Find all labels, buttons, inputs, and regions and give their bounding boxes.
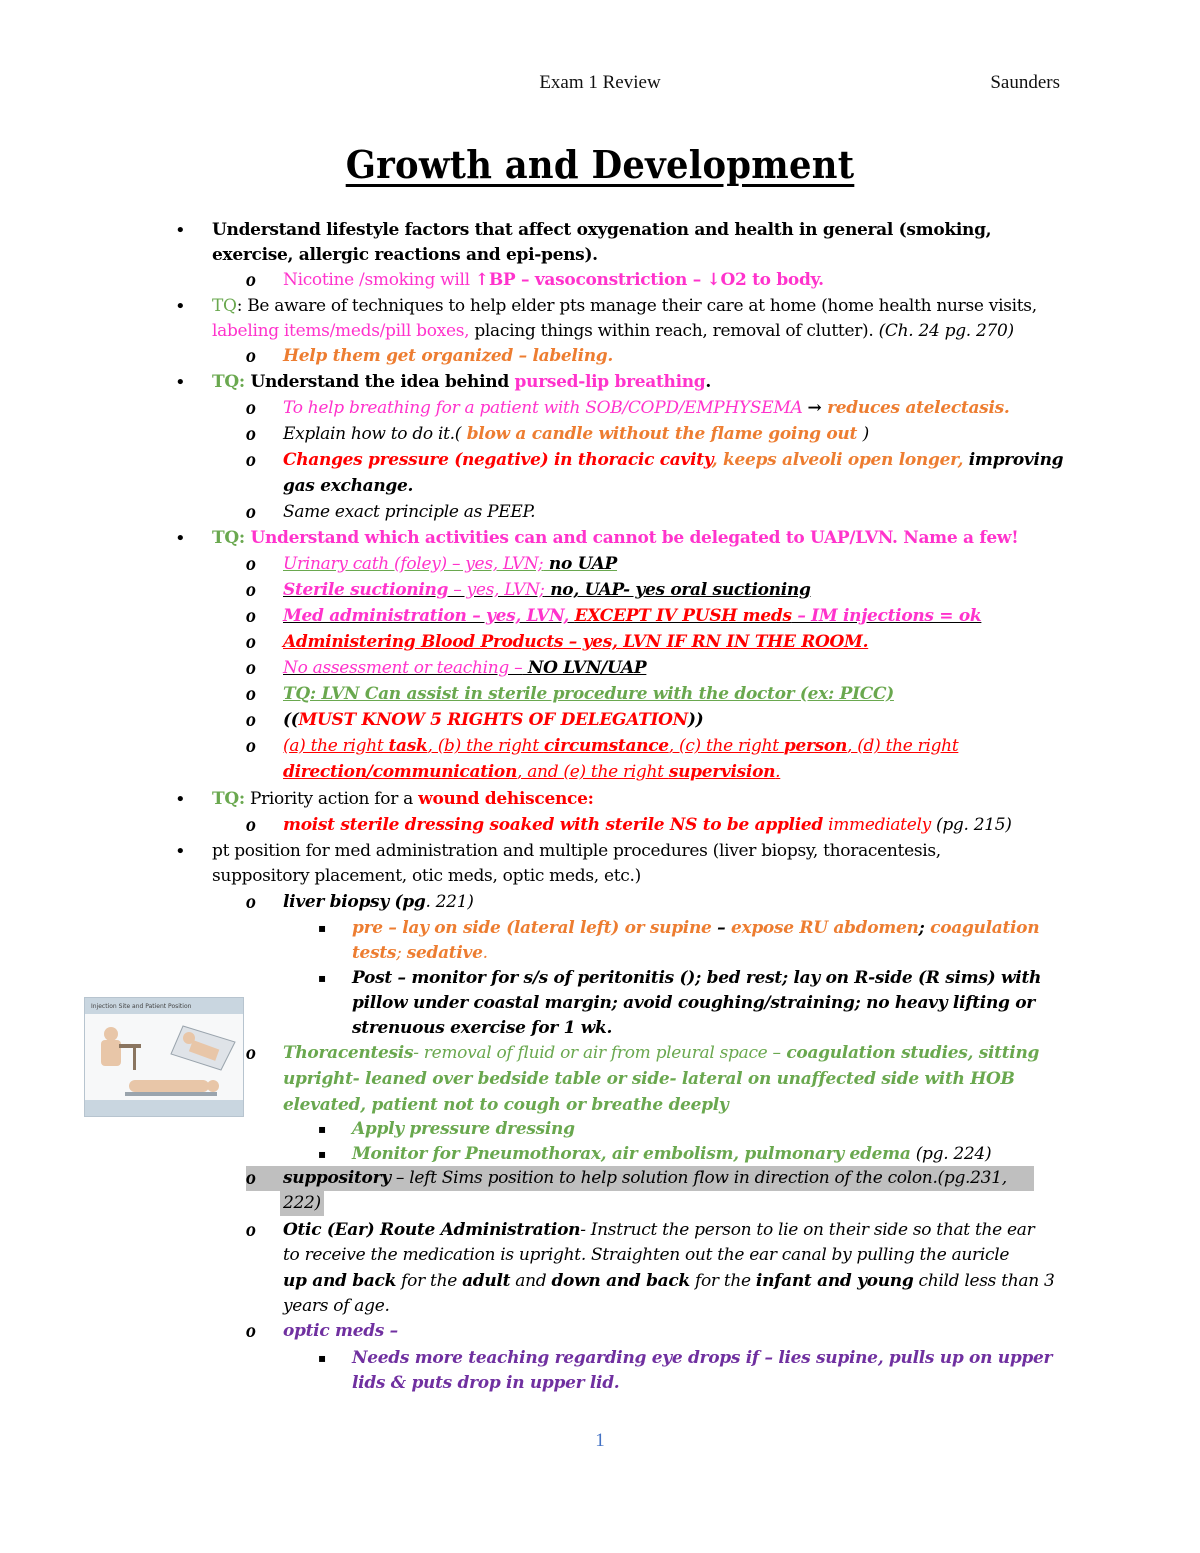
text-line: pre – lay on side (lateral left) or supine – expose RU abdomen; coagulation xyxy=(352,918,1040,938)
text-line: suppository placement, otic meds, optic meds, etc.) xyxy=(212,866,641,886)
bullet-marker: • xyxy=(175,372,186,393)
sub-bullet-marker: o xyxy=(246,1167,256,1189)
svg-text:Injection Site and Patient Pos: Injection Site and Patient Position xyxy=(91,1003,192,1010)
text-line: Otic (Ear) Route Administration- Instruct the person to lie on their side so that the ear xyxy=(283,1220,1035,1240)
text-line: ((MUST KNOW 5 RIGHTS OF DELEGATION)) xyxy=(283,710,704,730)
sub-bullet-marker: o xyxy=(246,1219,256,1241)
page-number: 1 xyxy=(595,1430,605,1451)
sub-bullet-marker: o xyxy=(246,605,256,627)
header-title: Exam 1 Review xyxy=(539,72,661,93)
patient-position-illustration xyxy=(85,998,243,1116)
bullet-marker: • xyxy=(175,841,186,862)
text-line: Post – monitor for s/s of peritonitis (); bed rest; lay on R-side (R sims) with xyxy=(352,968,1042,988)
sub-bullet-marker: o xyxy=(246,397,256,419)
sub-bullet-marker: o xyxy=(246,657,256,679)
text-line: Urinary cath (foley) – yes, LVN; no UAP xyxy=(283,554,618,574)
text-line: To help breathing for a patient with SOB/COPD/EMPHYSEMA → reduces atelectasis. xyxy=(283,398,1010,418)
text-line: TQ: LVN Can assist in sterile procedure with the doctor (ex: PICC) xyxy=(283,684,894,704)
text-line: exercise, allergic reactions and epi-pens). xyxy=(212,245,598,265)
text-line: direction/communication, and (e) the right supervision. xyxy=(283,762,781,782)
square-bullet-marker: ▪ xyxy=(318,1147,327,1161)
square-bullet-marker: ▪ xyxy=(318,1351,327,1365)
square-bullet-marker: ▪ xyxy=(318,921,327,935)
text-line: No assessment or teaching – NO LVN/UAP xyxy=(283,658,647,678)
text-line: TQ: Priority action for a wound dehiscence: xyxy=(212,789,594,809)
sub-bullet-marker: o xyxy=(246,449,256,471)
text-line: Explain how to do it.( blow a candle without the flame going out ) xyxy=(283,424,869,444)
text-line: labeling items/meds/pill boxes, placing things within reach, removal of clutter). (Ch. 24 pg. 270) xyxy=(212,321,1014,341)
text-line: TQ: Understand which activities can and cannot be delegated to UAP/LVN. Name a few! xyxy=(212,528,1019,548)
text-line: strenuous exercise for 1 wk. xyxy=(352,1018,613,1038)
text-line: Thoracentesis- removal of fluid or air from pleural space – coagulation studies, sitting xyxy=(283,1043,1040,1063)
bullet-marker: • xyxy=(175,220,186,241)
text-line: Changes pressure (negative) in thoracic cavity, keeps alveoli open longer, improving xyxy=(283,450,1064,470)
text-line: Monitor for Pneumothorax, air embolism, pulmonary edema (pg. 224) xyxy=(352,1144,992,1164)
text-line: suppository – left Sims position to help solution flow in direction of the colon.(pg.231, xyxy=(283,1168,1007,1188)
sub-bullet-marker: o xyxy=(246,579,256,601)
sub-bullet-marker: o xyxy=(246,345,256,367)
text-line: TQ: Be aware of techniques to help elder pts manage their care at home (home health nurse visits, xyxy=(212,296,1037,316)
text-line: lids & puts drop in upper lid. xyxy=(352,1373,620,1393)
header-author: Saunders xyxy=(990,72,1060,93)
text-line: Nicotine /smoking will ↑BP – vasoconstriction – ↓O2 to body. xyxy=(283,270,824,290)
text-line: Sterile suctioning – yes, LVN; no, UAP- yes oral suctioning xyxy=(283,580,811,600)
text-line: tests; sedative. xyxy=(352,943,488,963)
bullet-marker: • xyxy=(175,296,186,317)
text-line: Needs more teaching regarding eye drops if – lies supine, pulls up on upper xyxy=(352,1348,1053,1368)
text-line: pt position for med administration and multiple procedures (liver biopsy, thoracentesis, xyxy=(212,841,941,861)
sub-bullet-marker: o xyxy=(246,501,256,523)
text-line: optic meds – xyxy=(283,1321,398,1341)
sub-bullet-marker: o xyxy=(246,814,256,836)
sub-bullet-marker: o xyxy=(246,735,256,757)
sub-bullet-marker: o xyxy=(246,891,256,913)
sub-bullet-marker: o xyxy=(246,553,256,575)
text-line: Med administration – yes, LVN, EXCEPT IV PUSH meds – IM injections = ok xyxy=(283,606,982,626)
sub-bullet-marker: o xyxy=(246,1042,256,1064)
text-line: Same exact principle as PEEP. xyxy=(283,502,536,522)
text-line: moist sterile dressing soaked with sterile NS to be applied immediately (pg. 215) xyxy=(283,815,1012,835)
bullet-marker: • xyxy=(175,789,186,810)
text-line: Apply pressure dressing xyxy=(352,1119,575,1139)
sub-bullet-marker: o xyxy=(246,269,256,291)
text-line: Help them get organized – labeling. xyxy=(283,346,614,366)
page-title: Growth and Development xyxy=(345,142,855,187)
sub-bullet-marker: o xyxy=(246,709,256,731)
square-bullet-marker: ▪ xyxy=(318,1122,327,1136)
text-line: upright- leaned over bedside table or side- lateral on unaffected side with HOB xyxy=(283,1069,1015,1089)
text-line: gas exchange. xyxy=(283,476,414,496)
sub-bullet-marker: o xyxy=(246,1320,256,1342)
sub-bullet-marker: o xyxy=(246,683,256,705)
text-line: to receive the medication is upright. Straighten out the ear canal by pulling the auricle xyxy=(283,1245,1010,1265)
text-line: years of age. xyxy=(283,1296,390,1316)
text-line: TQ: Understand the idea behind pursed-lip breathing. xyxy=(212,372,712,392)
sub-bullet-marker: o xyxy=(246,423,256,445)
sub-bullet-marker: o xyxy=(246,631,256,653)
text-line: liver biopsy (pg. 221) xyxy=(283,892,474,912)
text-line: elevated, patient not to cough or breathe deeply xyxy=(283,1095,729,1115)
patient-position-figure xyxy=(84,997,244,1117)
text-line: 222) xyxy=(283,1193,321,1213)
text-line: pillow under coastal margin; avoid coughing/straining; no heavy lifting or xyxy=(352,993,1035,1013)
bullet-marker: • xyxy=(175,528,186,549)
square-bullet-marker: ▪ xyxy=(318,971,327,985)
text-line: (a) the right task, (b) the right circumstance, (c) the right person, (d) the right xyxy=(283,736,959,756)
text-line: up and back for the adult and down and back for the infant and young child less than 3 xyxy=(283,1271,1055,1291)
text-line: Understand lifestyle factors that affect oxygenation and health in general (smoking, xyxy=(212,220,992,240)
text-line: Administering Blood Products – yes, LVN IF RN IN THE ROOM. xyxy=(283,632,869,652)
